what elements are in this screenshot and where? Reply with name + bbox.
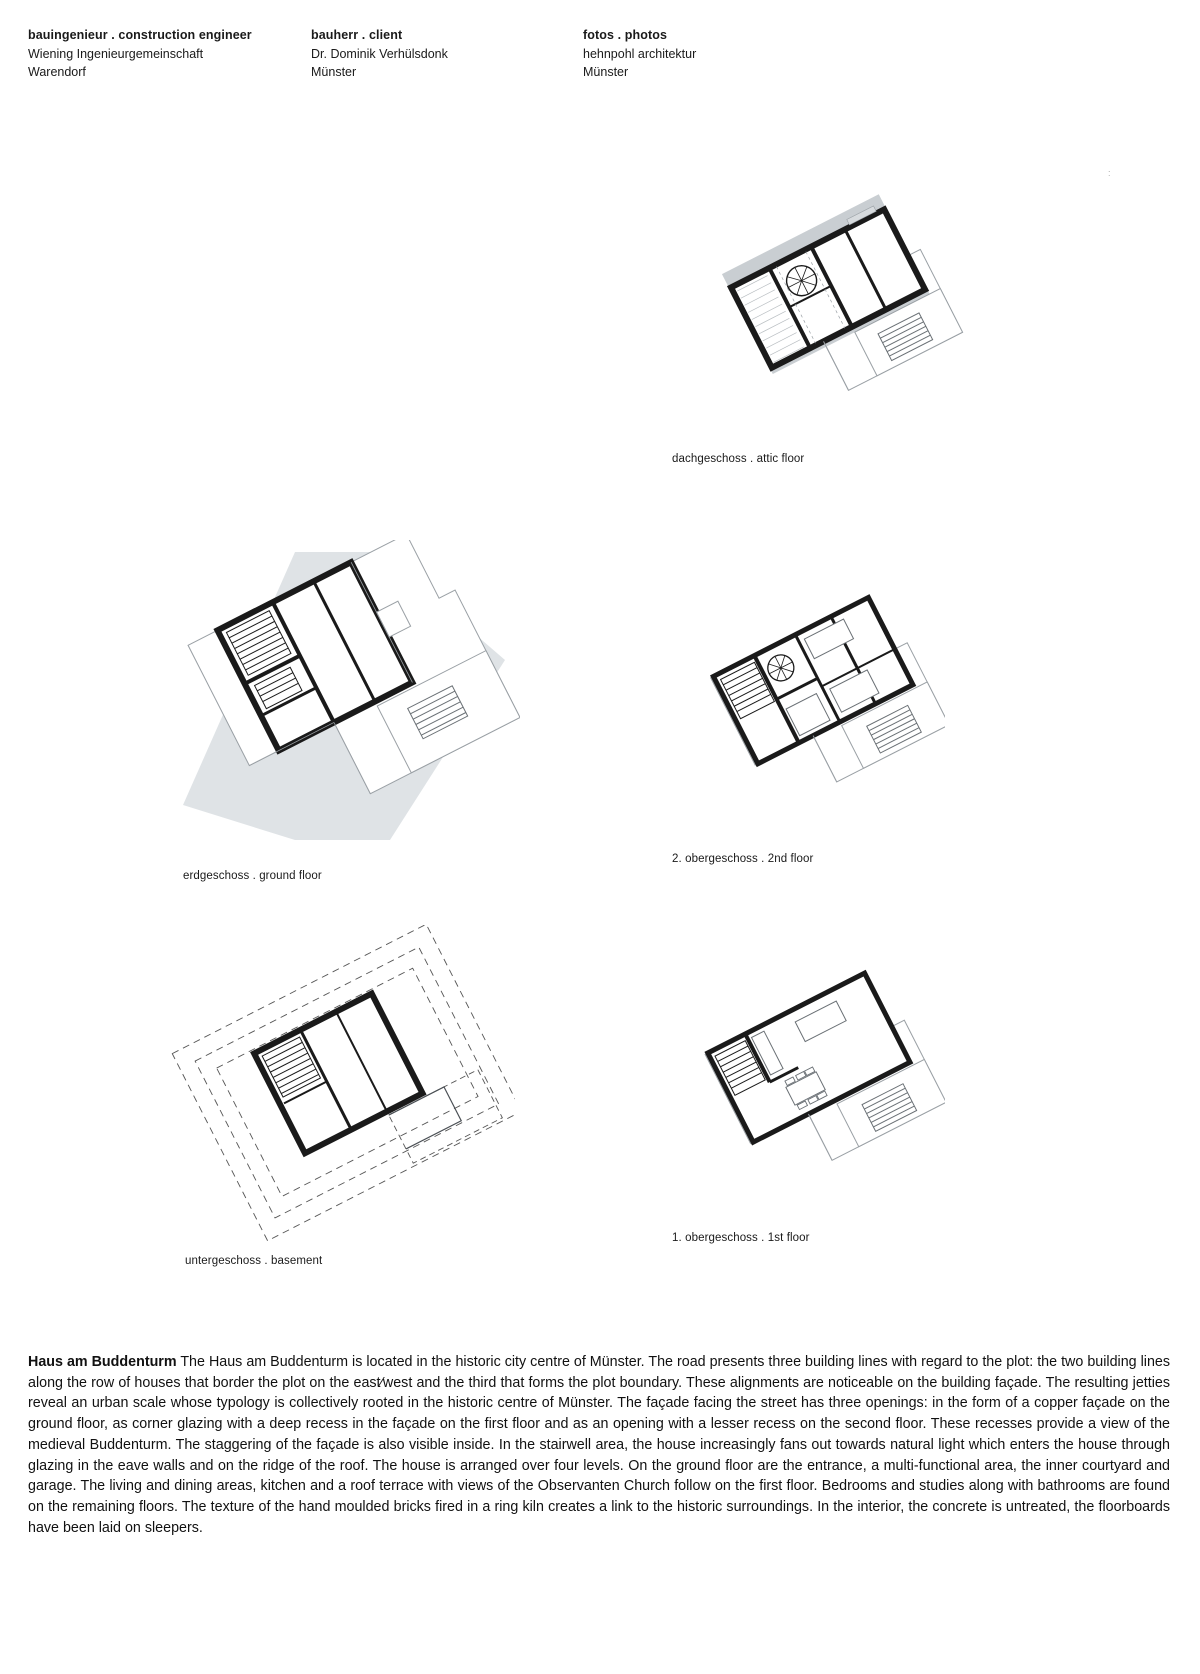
plan-caption-ground-floor: erdgeschoss . ground floor: [183, 870, 322, 882]
credit-column-engineer: [28, 26, 311, 81]
plan-attic-floor: [672, 185, 970, 465]
credit-column-photos: [583, 26, 883, 81]
project-description-body: The Haus am Buddenturm is located in the historic city centre of Münster. The road presents three building lines with regard to the plot: the two building lines along the row of houses that border the plot on the east⁄west and the third that forms the plot boundary. These alignments are noticeable on the building façade. The resulting jetties reveal an urban scale whose typology is collectively rooted in the historic centre of Münster. The façade facing the street has three openings: in the form of a copper façade on the ground floor, as corner glazing with a deep recess in the façade on the first floor and as an opening with a lesser recess on the second floor. These recesses provide a view of the medieval Buddenturm. The staggering of the façade is also visible inside. In the stairwell area, the house increasingly fans out towards natural light which enters the house through glazing in the eave walls and on the ridge of the roof. The house is arranged over four levels. On the ground floor are the entrance, a multi-functional area, the inner courtyard and garage. The living and dining areas, kitchen and a roof terrace with views of the Observanten Church follow on the first floor. Bedrooms and studies along with bathrooms are found on the remaining floors. The texture of the hand moulded bricks fired in a ring kiln creates a link to the historic surroundings. In the interior, the concrete is untreated, the floorboards have been laid on sleepers.: [28, 1354, 1171, 1536]
credit-line: Wiening Ingenieurgemeinschaft: [28, 47, 204, 62]
credit-line: Dr. Dominik Verhülsdonk: [311, 47, 448, 62]
plan-second-floor-drawing: [680, 585, 945, 830]
plan-caption-second-floor: 2. obergeschoss . 2nd floor: [672, 853, 814, 865]
credit-line: Münster: [311, 65, 357, 80]
credit-title: bauingenieur . construction engineer: [28, 28, 252, 42]
credit-line: hehnpohl architektur: [583, 47, 697, 62]
plan-caption-attic: dachgeschoss . attic floor: [672, 453, 805, 465]
plan-ground-floor: [175, 540, 520, 882]
project-title: Haus am Buddenturm: [28, 1354, 177, 1370]
plan-caption-first-floor: 1. obergeschoss . 1st floor: [672, 1232, 810, 1244]
plan-ground-floor-drawing: [175, 540, 520, 860]
plan-first-floor: [672, 960, 945, 1244]
plan-caption-basement: untergeschoss . basement: [185, 1255, 323, 1267]
credit-title: bauherr . client: [311, 28, 403, 42]
credit-line: Warendorf: [28, 65, 86, 80]
plan-attic-drawing: [690, 185, 970, 435]
plan-first-floor-drawing: [675, 960, 945, 1210]
credit-line: Münster: [583, 65, 629, 80]
project-description: [28, 1352, 1170, 1538]
credit-column-client: [311, 26, 583, 81]
page-speck: :: [1108, 168, 1111, 178]
plan-second-floor: [672, 585, 945, 865]
credits-header: [28, 26, 1168, 81]
plan-basement: [170, 925, 515, 1267]
credit-title: fotos . photos: [583, 28, 668, 42]
plan-basement-drawing: [170, 925, 515, 1245]
